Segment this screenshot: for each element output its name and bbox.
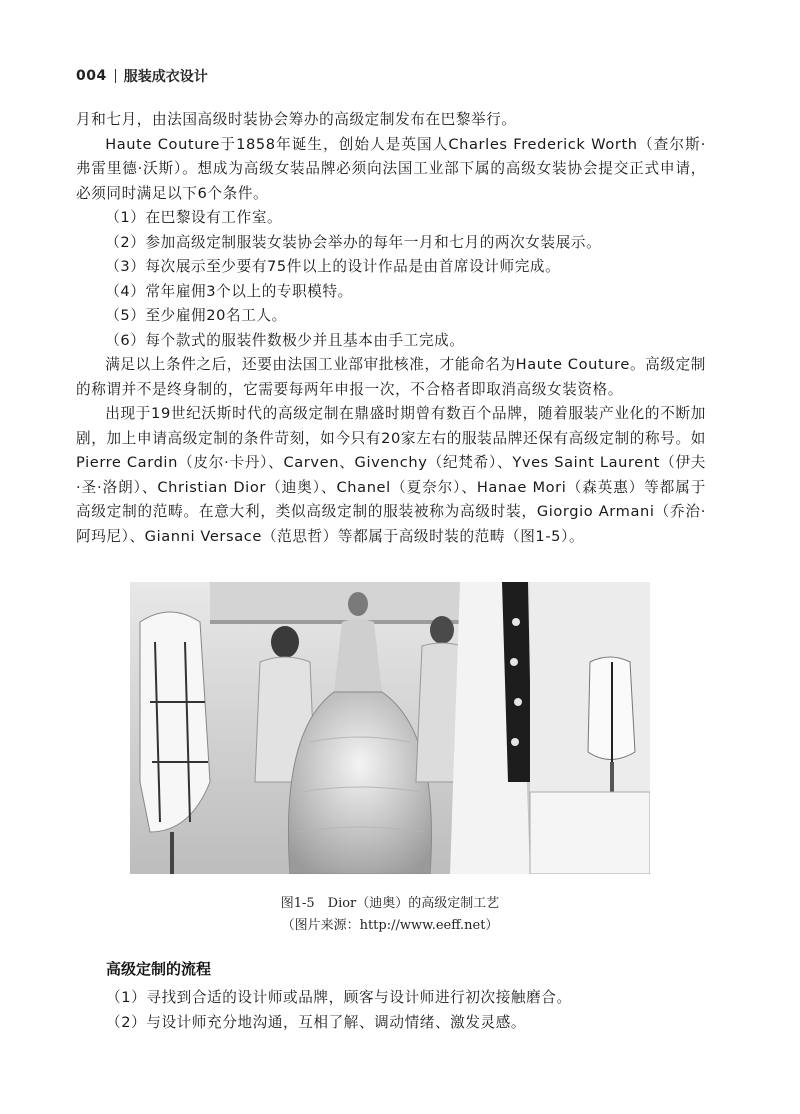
couture-atelier-photo (130, 582, 650, 874)
list-item: （1）在巴黎设有工作室。 (105, 209, 283, 226)
body-text (76, 108, 706, 549)
paragraph: 出现于19世纪沃斯时代的高级定制在鼎盛时期曾有数百个品牌，随着服装产业化的不断加剧，加上申请高级定制的条件苛刻，如今只有20家左右的服装品牌还保有高级定制的称号。如Pierre Cardin（皮尔·卡丹）、Carven、Givenchy（纪梵希）、Yves Saint Laurent（伊夫·圣·洛朗）、Christian Dior（迪奥）、Chanel（夏奈尔）、Hanae Mori（森英惠）等都属于高级定制的范畴。在意大利，类似高级定制的服装被称为高级时装，Giorgio Armani（乔治·阿玛尼）、Gianni Versace（范思哲）等都属于高级时装的范畴（图1-5）。 (76, 405, 706, 545)
list-item: （6）每个款式的服装件数极少并且基本由手工完成。 (105, 331, 465, 349)
paragraph: 月和七月，由法国高级时装协会筹办的高级定制发布在巴黎举行。 (76, 111, 517, 128)
section-heading: 高级定制的流程 (106, 960, 212, 978)
figure-caption: 图1-5 Dior（迪奥）的高级定制工艺 (280, 896, 500, 911)
running-header (76, 66, 208, 86)
paragraph: Haute Couture于1858年诞生，创始人是英国人Charles Frederick Worth（查尔斯·弗雷里德·沃斯）。想成为高级女装品牌必须向法国工业部下属的高级女装协会提交正式申请，必须同时满足以下6个条件。 (76, 135, 706, 202)
list-item: （4）常年雇佣3个以上的专职模特。 (105, 282, 353, 300)
list-item: （1）寻找到合适的设计师或品牌，顾客与设计师进行初次接触磨合。 (106, 989, 572, 1006)
paragraph: 满足以上条件之后，还要由法国工业部审批核准，才能命名为Haute Couture。高级定制的称谓并不是终身制的，它需要每两年申报一次，不合格者即取消高级女装资格。 (76, 356, 706, 398)
list-item: （5）至少雇佣20名工人。 (105, 307, 287, 324)
process-steps (106, 985, 706, 1035)
list-item: （3）每次展示至少要有75件以上的设计作品是由首席设计师完成。 (105, 258, 561, 275)
figure-source: （图片来源：http://www.eeff.net） (281, 918, 499, 933)
book-title: 服装成衣设计 (123, 69, 208, 85)
list-item: （2）与设计师充分地沟通，互相了解、调动情绪、激发灵感。 (106, 1014, 527, 1031)
figure-photo (130, 582, 650, 874)
header-divider (115, 69, 116, 83)
page-number: 004 (76, 68, 107, 84)
list-item: （2）参加高级定制服装女装协会举办的每年一月和七月的两次女装展示。 (105, 233, 602, 251)
